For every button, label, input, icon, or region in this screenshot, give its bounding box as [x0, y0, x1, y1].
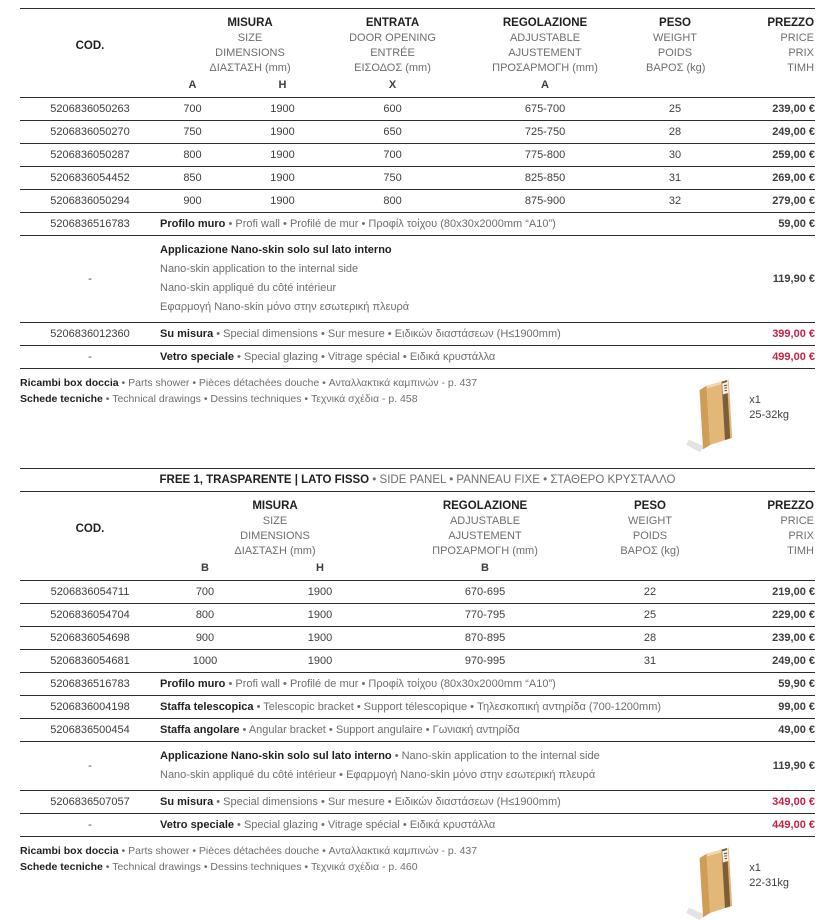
- accessory-row-nano-skin: [20, 236, 815, 323]
- note-rest: • Technical drawings • Dessins techniques • Τεχνικά σχέδια - p. 458: [102, 392, 418, 405]
- accessory-row-profilo-muro: [20, 673, 815, 696]
- header-line-it: PESO: [634, 500, 666, 512]
- package-info: [685, 376, 789, 452]
- table-row: [20, 627, 815, 650]
- package-weight: 25-32kg: [749, 409, 789, 421]
- description-rest: • Angular bracket • Support angulaire • Γωνιακή αντηρίδα: [239, 724, 520, 736]
- accessory-row-su-misura: [20, 791, 815, 814]
- cell-height-h: 1900: [250, 581, 390, 604]
- cell-width-b: 1000: [160, 650, 250, 673]
- cell-width-a: 800: [160, 144, 225, 167]
- cell-weight: 31: [645, 167, 705, 190]
- cell-cod: -: [20, 742, 160, 791]
- cell-height-h: 1900: [225, 167, 340, 190]
- cell-description: [160, 213, 705, 236]
- cell-price: 239,00 €: [705, 98, 815, 121]
- cell-cod: 5206836050294: [20, 190, 160, 213]
- cell-adjust-range: 670-695: [390, 581, 580, 604]
- cell-price: 119,90 €: [705, 236, 815, 323]
- description-lead: Staffa angolare: [160, 724, 240, 736]
- header-line-fr: DIMENSIONS: [215, 47, 285, 59]
- package-box-icon: [685, 844, 737, 920]
- header-line-en: ADJUSTABLE: [509, 32, 581, 44]
- header-line-it: PREZZO: [767, 500, 814, 512]
- header-line-it: PREZZO: [767, 17, 815, 29]
- cell-height-h: 1900: [225, 144, 340, 167]
- cell-price: 279,00 €: [705, 190, 815, 213]
- subcol-h: H: [225, 78, 340, 98]
- header-line-gr: ΤΙΜΗ: [787, 545, 814, 557]
- col-header-misura: [160, 492, 390, 562]
- description-lead: Staffa telescopica: [160, 701, 254, 713]
- header-line-it: REGOLAZIONE: [502, 17, 588, 29]
- cell-adjust-range: 970-995: [390, 650, 580, 673]
- cell-price: 239,00 €: [720, 627, 815, 650]
- description-rest: • Special glazing • Vitrage spécial • Ειδικά κρυστάλλα: [234, 351, 496, 363]
- description-rest: • Special glazing • Vitrage spécial • Ειδικά κρυστάλλα: [234, 819, 496, 831]
- header-line-gr: ΕΙΣΟΔΟΣ (mm): [354, 62, 431, 74]
- nano-line-gr: Εφαρμογή Nano-skin μόνο στην εσωτερική πλευρά: [160, 301, 410, 313]
- nano-line-1: [160, 747, 720, 766]
- cell-weight: 28: [645, 121, 705, 144]
- cell-price: 399,00 €: [705, 323, 815, 346]
- accessory-row-staffa-angolare: [20, 719, 815, 742]
- note-technical-drawings: [20, 392, 685, 408]
- description-lead: Su misura: [160, 796, 214, 808]
- header-line-it: MISURA: [252, 500, 298, 512]
- accessory-row-staffa-telescopica: [20, 696, 815, 719]
- subcol-h: H: [250, 561, 390, 581]
- cell-opening-x: 700: [340, 144, 445, 167]
- cell-cod: 5206836012360: [20, 323, 160, 346]
- cell-cod: 5206836050287: [20, 144, 160, 167]
- header-line-it: ENTRATA: [365, 17, 420, 29]
- cell-cod: 5206836054681: [20, 650, 160, 673]
- cell-price: 119,90 €: [720, 742, 815, 791]
- header-line-gr: ΔΙΑΣΤΑΣΗ (mm): [234, 545, 316, 557]
- cell-description: [160, 236, 705, 323]
- cell-height-h: 1900: [250, 650, 390, 673]
- header-line-en: WEIGHT: [653, 32, 698, 44]
- description-rest: • Telescopic bracket • Support télescopique • Τηλεσκοπική αντηρίδα (700-1200mm): [253, 701, 662, 713]
- cell-adjust-range: 775-800: [445, 144, 645, 167]
- table2-header-row: [20, 492, 815, 562]
- cell-cod: 5206836050263: [20, 98, 160, 121]
- cell-weight: 31: [580, 650, 720, 673]
- cell-height-h: 1900: [225, 190, 340, 213]
- subcol-b: B: [160, 561, 250, 581]
- package-quantity: x1: [749, 862, 761, 874]
- header-line-fr: DIMENSIONS: [240, 530, 310, 542]
- cell-cod: 5206836054711: [20, 581, 160, 604]
- accessory-row-profilo-muro: [20, 213, 815, 236]
- header-line-en: DOOR OPENING: [349, 32, 436, 44]
- table1-header-row: [20, 9, 815, 79]
- table-row: [20, 604, 815, 627]
- cell-width-a: 900: [160, 190, 225, 213]
- subcol-reg-a: A: [445, 78, 645, 98]
- note-lead: Ricambi box doccia: [20, 377, 119, 389]
- note-lead: Schede tecniche: [20, 392, 103, 405]
- cell-description: [160, 696, 720, 719]
- cell-width-b: 900: [160, 627, 250, 650]
- nano-line-1-lead: Applicazione Nano-skin solo sul lato interno: [160, 750, 392, 762]
- cell-cod: 5206836054704: [20, 604, 160, 627]
- header-line-fr: AJUSTEMENT: [508, 47, 582, 59]
- package-text: [749, 844, 789, 891]
- header-line-gr: ΔΙΑΣΤΑΣΗ (mm): [209, 62, 291, 74]
- description-rest: • Profi wall • Profilé de mur • Προφίλ τοίχου (80x30x2000mm “A10”): [225, 678, 556, 690]
- cell-width-a: 850: [160, 167, 225, 190]
- table2-footer: [20, 844, 815, 920]
- header-line-fr: POIDS: [657, 47, 693, 59]
- cell-adjust-range: 725-750: [445, 121, 645, 144]
- cell-weight: 25: [645, 98, 705, 121]
- note-rest: • Technical drawings • Dessins techniques • Τεχνικά σχέδια - p. 460: [102, 860, 418, 873]
- nano-line-1-rest: • Nano-skin application to the internal side: [391, 750, 600, 762]
- cell-height-h: 1900: [225, 98, 340, 121]
- col-header-cod: COD.: [75, 523, 105, 535]
- table-row: [20, 581, 815, 604]
- cell-adjust-range: 675-700: [445, 98, 645, 121]
- note-technical-drawings: [20, 860, 685, 876]
- cell-cod: 5206836516783: [20, 213, 160, 236]
- cell-price: 269,00 €: [705, 167, 815, 190]
- cell-weight: 25: [580, 604, 720, 627]
- accessory-row-vetro-speciale: [20, 814, 815, 837]
- table2-title-row: [20, 469, 815, 492]
- cell-width-a: 750: [160, 121, 225, 144]
- table2-subheader-row: [20, 561, 815, 581]
- cell-cod: 5206836054452: [20, 167, 160, 190]
- cell-height-h: 1900: [250, 627, 390, 650]
- table-row: [20, 190, 815, 213]
- col-header-peso: [645, 9, 705, 79]
- cell-price: 99,00 €: [720, 696, 815, 719]
- description-lead: Profilo muro: [160, 678, 226, 690]
- cell-weight: 28: [580, 627, 720, 650]
- cell-cod: 5206836054698: [20, 627, 160, 650]
- cell-height-h: 1900: [225, 121, 340, 144]
- header-line-en: PRICE: [780, 515, 814, 527]
- cell-price: 249,00 €: [705, 121, 815, 144]
- cell-description: [160, 814, 720, 837]
- cell-weight: 22: [580, 581, 720, 604]
- description-lead: Su misura: [160, 328, 214, 340]
- cell-weight: 30: [645, 144, 705, 167]
- pivot-door-price-table: [20, 8, 815, 369]
- note-rest: • Parts shower • Pièces détachées douche • Ανταλλακτικά καμπινών - p. 437: [118, 845, 478, 857]
- header-line-fr: PRIX: [788, 530, 814, 542]
- cell-price: 229,00 €: [720, 604, 815, 627]
- col-header-peso: [580, 492, 720, 562]
- header-line-it: REGOLAZIONE: [442, 500, 528, 512]
- cell-description: [160, 673, 720, 696]
- nano-line-it: Applicazione Nano-skin solo sul lato interno: [160, 244, 392, 256]
- header-line-it: PESO: [659, 17, 691, 29]
- cell-height-h: 1900: [250, 604, 390, 627]
- table-row: [20, 121, 815, 144]
- description-rest: • Profi wall • Profilé de mur • Προφίλ τοίχου (80x30x2000mm “A10”): [225, 218, 556, 230]
- cell-description: [160, 791, 720, 814]
- header-line-en: WEIGHT: [628, 515, 672, 527]
- cell-cod: 5206836516783: [20, 673, 160, 696]
- accessory-row-vetro-speciale: [20, 346, 815, 369]
- cell-width-a: 700: [160, 98, 225, 121]
- header-line-en: ADJUSTABLE: [449, 515, 521, 527]
- cell-cod: 5206836500454: [20, 719, 160, 742]
- note-lead: Schede tecniche: [20, 860, 103, 873]
- col-header-prezzo: [705, 9, 815, 79]
- cell-description: [160, 346, 705, 369]
- description-rest: • Special dimensions • Sur mesure • Ειδικών διαστάσεων (H≤1900mm): [213, 328, 561, 340]
- cell-price: 59,00 €: [705, 213, 815, 236]
- table-row: [20, 144, 815, 167]
- header-line-fr: PRIX: [788, 47, 815, 59]
- description-lead: Vetro speciale: [160, 351, 234, 363]
- cell-opening-x: 650: [340, 121, 445, 144]
- cell-adjust-range: 875-900: [445, 190, 645, 213]
- cell-opening-x: 800: [340, 190, 445, 213]
- header-line-gr: ΒΑΡΟΣ (kg): [646, 62, 706, 74]
- nano-line-en: Nano-skin application to the internal side: [160, 263, 359, 275]
- package-weight: 22-31kg: [749, 877, 789, 889]
- cell-opening-x: 600: [340, 98, 445, 121]
- subcol-x: X: [340, 78, 445, 98]
- cell-description: [160, 323, 705, 346]
- note-spare-parts: [20, 844, 685, 860]
- nano-line-fr: Nano-skin appliqué du côté intérieur: [160, 282, 337, 294]
- package-box-icon: [685, 376, 737, 452]
- cell-weight: 32: [645, 190, 705, 213]
- cell-adjust-range: 825-850: [445, 167, 645, 190]
- header-line-fr: POIDS: [632, 530, 668, 542]
- col-header-regolazione: [390, 492, 580, 562]
- header-line-fr: AJUSTEMENT: [448, 530, 522, 542]
- note-lead: Ricambi box doccia: [20, 845, 119, 857]
- package-quantity: x1: [749, 394, 761, 406]
- cell-price: 249,00 €: [720, 650, 815, 673]
- cell-price: 499,00 €: [705, 346, 815, 369]
- cell-cod: 5206836004198: [20, 696, 160, 719]
- cell-price: 259,00 €: [705, 144, 815, 167]
- footer-notes: [20, 376, 685, 407]
- cell-adjust-range: 870-895: [390, 627, 580, 650]
- header-line-gr: ΠΡΟΣΑΡΜΟΓΗ (mm): [432, 545, 538, 557]
- section-title-lead: FREE 1, TRASPARENTE | LATO FISSO: [159, 474, 370, 486]
- col-header-entrata: [340, 9, 445, 79]
- header-line-en: PRICE: [780, 32, 815, 44]
- header-line-fr: ENTRÉE: [370, 47, 415, 59]
- header-line-gr: ΠΡΟΣΑΡΜΟΓΗ (mm): [492, 62, 598, 74]
- cell-cod: -: [20, 346, 160, 369]
- cell-price: 449,00 €: [720, 814, 815, 837]
- cell-description: [160, 742, 720, 791]
- header-line-gr: ΒΑΡΟΣ (kg): [620, 545, 680, 557]
- description-lead: Profilo muro: [160, 218, 226, 230]
- cell-price: 49,00 €: [720, 719, 815, 742]
- side-panel-price-table: [20, 468, 815, 837]
- col-header-prezzo: [720, 492, 815, 562]
- header-line-gr: ΤΙΜΗ: [787, 62, 815, 74]
- accessory-row-su-misura: [20, 323, 815, 346]
- cell-cod: 5206836050270: [20, 121, 160, 144]
- cell-price: 349,00 €: [720, 791, 815, 814]
- header-line-en: SIZE: [262, 515, 288, 527]
- col-header-misura: [160, 9, 340, 79]
- note-spare-parts: [20, 376, 685, 392]
- cell-opening-x: 750: [340, 167, 445, 190]
- header-line-en: SIZE: [237, 32, 263, 44]
- table-row: [20, 167, 815, 190]
- cell-adjust-range: 770-795: [390, 604, 580, 627]
- accessory-row-nano-skin: [20, 742, 815, 791]
- note-rest: • Parts shower • Pièces détachées douche • Ανταλλακτικά καμπινών - p. 437: [118, 377, 478, 389]
- cell-cod: 5206836507057: [20, 791, 160, 814]
- cell-description: [160, 719, 720, 742]
- description-rest: • Special dimensions • Sur mesure • Ειδικών διαστάσεων (H≤1900mm): [213, 796, 561, 808]
- description-lead: Vetro speciale: [160, 819, 234, 831]
- cell-cod: -: [20, 814, 160, 837]
- col-header-cod: COD.: [75, 40, 105, 52]
- footer-notes: [20, 844, 685, 875]
- section-title-rest: • SIDE PANEL • PANNEAU FIXE • ΣΤΑΘΕΡΟ ΚΡΥΣΤΑΛΛΟ: [369, 474, 676, 486]
- section-title: [20, 469, 815, 492]
- cell-cod: -: [20, 236, 160, 323]
- package-text: [749, 376, 789, 423]
- col-header-regolazione: [445, 9, 645, 79]
- cell-width-b: 700: [160, 581, 250, 604]
- cell-price: 59,90 €: [720, 673, 815, 696]
- subcol-reg-b: B: [390, 561, 580, 581]
- header-line-it: MISURA: [227, 17, 273, 29]
- table1-subheader-row: [20, 78, 815, 98]
- nano-line-2: Nano-skin appliqué du côté intérieur • Εφαρμογή Nano-skin μόνο στην εσωτερική πλευρά: [160, 769, 596, 781]
- subcol-a: A: [160, 78, 225, 98]
- table-row: [20, 650, 815, 673]
- cell-price: 219,00 €: [720, 581, 815, 604]
- cell-width-b: 800: [160, 604, 250, 627]
- table1-footer: [20, 376, 815, 468]
- package-info: [685, 844, 789, 920]
- table-row: [20, 98, 815, 121]
